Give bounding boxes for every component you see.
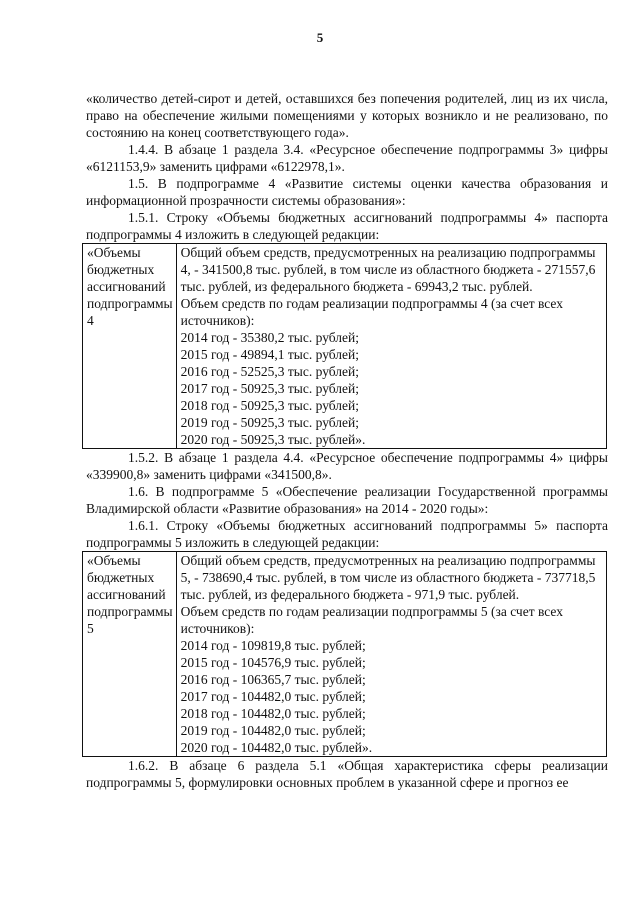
- table4-total: Общий объем средств, предусмотренных на реализацию подпрограммы 4, - 341500,8 тыс. рублей, в том числе из областного бюджета - 271557,6 тыс. рублей, из федерального бюджета - 69943,2 тыс. рублей.: [180, 245, 596, 294]
- table5-by-years-intro: Объем средств по годам реализации подпрограммы 5 (за счет всех источников):: [180, 604, 563, 636]
- paragraph-quote-orphans: «количество детей-сирот и детей, оставшихся без попечения родителей, лиц из их числа, право на обеспечение жилыми помещениями у которых возникло и не реализовано, по состоянию на конец соответствующего года».: [86, 91, 608, 140]
- page-number: 5: [316, 30, 324, 45]
- table5-year-2020: 2020 год - 104482,0 тыс. рублей».: [180, 740, 373, 755]
- paragraph-1-5-2: 1.5.2. В абзаце 1 раздела 4.4. «Ресурсное обеспечение подпрограммы 4» цифры «339900,8» заменить цифрами «341500,8».: [86, 450, 608, 482]
- table4-year-2014: 2014 год - 35380,2 тыс. рублей;: [180, 330, 360, 345]
- table4-year-2015: 2015 год - 49894,1 тыс. рублей;: [180, 347, 360, 362]
- table4-year-2018: 2018 год - 50925,3 тыс. рублей;: [180, 398, 360, 413]
- budget-table-subprogram-4: [82, 243, 607, 449]
- paragraph-1-4-4: 1.4.4. В абзаце 1 раздела 3.4. «Ресурсное обеспечение подпрограммы 3» цифры «6121153,9» заменить цифрами «6122978,1».: [86, 142, 608, 174]
- paragraph-1-6-2: 1.6.2. В абзаце 6 раздела 5.1 «Общая характеристика сферы реализации подпрограммы 5, формулировки основных проблем в указанной сфере и прогноз ее: [86, 758, 608, 790]
- table5-year-2015: 2015 год - 104576,9 тыс. рублей;: [180, 655, 366, 670]
- table4-right-cell: [176, 244, 606, 449]
- table5-year-2016: 2016 год - 106365,7 тыс. рублей;: [180, 672, 366, 687]
- table5-right-cell: [176, 552, 606, 757]
- table5-year-2014: 2014 год - 109819,8 тыс. рублей;: [180, 638, 366, 653]
- table5-year-2019: 2019 год - 104482,0 тыс. рублей;: [180, 723, 366, 738]
- paragraph-1-5: 1.5. В подпрограмме 4 «Развитие системы оценки качества образования и информационной прозрачности системы образования»:: [86, 176, 608, 208]
- paragraph-1-6-1: 1.6.1. Строку «Объемы бюджетных ассигнований подпрограммы 5» паспорта подпрограммы 5 изложить в следующей редакции:: [86, 518, 608, 550]
- table5-left-cell: «Объемы бюджетных ассигнований подпрограммы 5: [83, 552, 177, 757]
- table5-year-2018: 2018 год - 104482,0 тыс. рублей;: [180, 706, 366, 721]
- paragraph-1-5-1: 1.5.1. Строку «Объемы бюджетных ассигнований подпрограммы 4» паспорта подпрограммы 4 изложить в следующей редакции:: [86, 210, 608, 242]
- paragraph-1-6: 1.6. В подпрограмме 5 «Обеспечение реализации Государственной программы Владимирской области «Развитие образования» на 2014 - 2020 годы»:: [86, 484, 608, 516]
- document-body: [86, 90, 608, 791]
- table4-year-2016: 2016 год - 52525,3 тыс. рублей;: [180, 364, 360, 379]
- table4-year-2019: 2019 год - 50925,3 тыс. рублей;: [180, 415, 360, 430]
- table5-total: Общий объем средств, предусмотренных на реализацию подпрограммы 5, - 738690,4 тыс. рублей, в том числе из областного бюджета - 737718,5 тыс. рублей, из федерального бюджета - 971,9 тыс. рублей.: [180, 553, 596, 602]
- table5-year-2017: 2017 год - 104482,0 тыс. рублей;: [180, 689, 366, 704]
- table4-by-years-intro: Объем средств по годам реализации подпрограммы 4 (за счет всех источников):: [180, 296, 563, 328]
- table4-left-cell: «Объемы бюджетных ассигнований подпрограммы 4: [83, 244, 177, 449]
- table4-year-2017: 2017 год - 50925,3 тыс. рублей;: [180, 381, 360, 396]
- budget-table-subprogram-5: [82, 551, 607, 757]
- table4-year-2020: 2020 год - 50925,3 тыс. рублей».: [180, 432, 366, 447]
